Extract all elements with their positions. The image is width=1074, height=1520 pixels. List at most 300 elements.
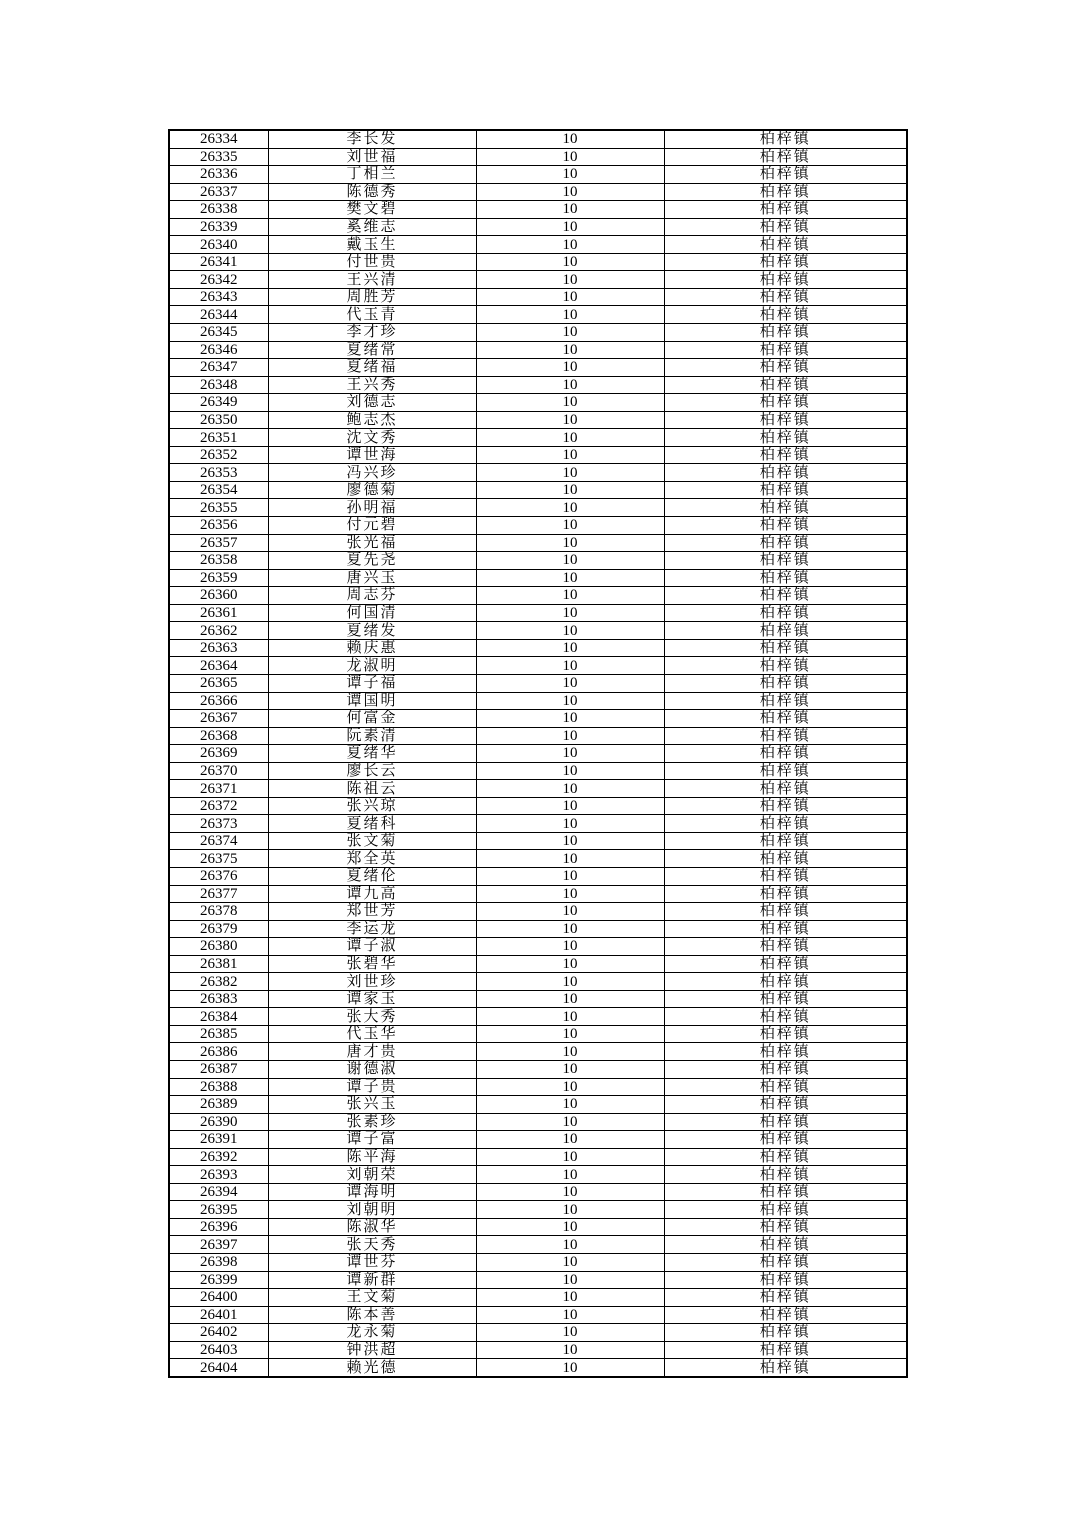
table-row: [169, 674, 907, 692]
name-cell: 夏绪伦: [268, 867, 476, 885]
table-row: [169, 271, 907, 289]
table-row: [169, 1289, 907, 1307]
town-cell: 柏梓镇: [664, 1043, 907, 1061]
town-cell: 柏梓镇: [664, 341, 907, 359]
town-cell: 柏梓镇: [664, 1359, 907, 1377]
name-cell: 代玉华: [268, 1025, 476, 1043]
town-cell: 柏梓镇: [664, 183, 907, 201]
town-cell: 柏梓镇: [664, 727, 907, 745]
id-cell: 26397: [169, 1236, 268, 1254]
name-cell: 廖长云: [268, 762, 476, 780]
table-row: [169, 1043, 907, 1061]
table-row: [169, 1359, 907, 1377]
name-cell: 刘朝荣: [268, 1166, 476, 1184]
name-cell: 张兴琼: [268, 797, 476, 815]
id-cell: 26334: [169, 130, 268, 148]
id-cell: 26389: [169, 1096, 268, 1114]
table-row: [169, 236, 907, 254]
town-cell: 柏梓镇: [664, 306, 907, 324]
id-cell: 26404: [169, 1359, 268, 1377]
id-cell: 26401: [169, 1306, 268, 1324]
town-cell: 柏梓镇: [664, 973, 907, 991]
amount-cell: 10: [476, 306, 664, 324]
name-cell: 付元碧: [268, 517, 476, 535]
town-cell: 柏梓镇: [664, 1060, 907, 1078]
name-cell: 谭子福: [268, 674, 476, 692]
table-row: [169, 1131, 907, 1149]
name-cell: 刘世珍: [268, 973, 476, 991]
amount-cell: 10: [476, 780, 664, 798]
name-cell: 李才珍: [268, 324, 476, 342]
id-cell: 26399: [169, 1271, 268, 1289]
table-row: [169, 990, 907, 1008]
table-row: [169, 815, 907, 833]
town-cell: 柏梓镇: [664, 253, 907, 271]
town-cell: 柏梓镇: [664, 850, 907, 868]
amount-cell: 10: [476, 639, 664, 657]
name-cell: 周志芬: [268, 587, 476, 605]
town-cell: 柏梓镇: [664, 552, 907, 570]
id-cell: 26347: [169, 359, 268, 377]
id-cell: 26350: [169, 411, 268, 429]
town-cell: 柏梓镇: [664, 1008, 907, 1026]
name-cell: 张天秀: [268, 1236, 476, 1254]
table-row: [169, 832, 907, 850]
town-cell: 柏梓镇: [664, 130, 907, 148]
id-cell: 26388: [169, 1078, 268, 1096]
id-cell: 26345: [169, 324, 268, 342]
town-cell: 柏梓镇: [664, 1166, 907, 1184]
table-row: [169, 1271, 907, 1289]
town-cell: 柏梓镇: [664, 622, 907, 640]
id-cell: 26336: [169, 166, 268, 184]
id-cell: 26365: [169, 674, 268, 692]
amount-cell: 10: [476, 1043, 664, 1061]
id-cell: 26361: [169, 604, 268, 622]
amount-cell: 10: [476, 324, 664, 342]
table-row: [169, 1096, 907, 1114]
amount-cell: 10: [476, 604, 664, 622]
id-cell: 26366: [169, 692, 268, 710]
name-cell: 谭世海: [268, 446, 476, 464]
town-cell: 柏梓镇: [664, 903, 907, 921]
table-row: [169, 130, 907, 148]
amount-cell: 10: [476, 481, 664, 499]
town-cell: 柏梓镇: [664, 446, 907, 464]
name-cell: 谭世芬: [268, 1254, 476, 1272]
amount-cell: 10: [476, 1289, 664, 1307]
amount-cell: 10: [476, 1096, 664, 1114]
amount-cell: 10: [476, 1131, 664, 1149]
name-cell: 陈本善: [268, 1306, 476, 1324]
id-cell: 26385: [169, 1025, 268, 1043]
amount-cell: 10: [476, 1324, 664, 1342]
amount-cell: 10: [476, 727, 664, 745]
name-cell: 谭子贵: [268, 1078, 476, 1096]
name-cell: 戴玉生: [268, 236, 476, 254]
id-cell: 26393: [169, 1166, 268, 1184]
town-cell: 柏梓镇: [664, 639, 907, 657]
name-cell: 阮素清: [268, 727, 476, 745]
amount-cell: 10: [476, 271, 664, 289]
id-cell: 26346: [169, 341, 268, 359]
name-cell: 何富金: [268, 710, 476, 728]
table-row: [169, 903, 907, 921]
id-cell: 26335: [169, 148, 268, 166]
name-cell: 张素珍: [268, 1113, 476, 1131]
table-row: [169, 955, 907, 973]
id-cell: 26402: [169, 1324, 268, 1342]
amount-cell: 10: [476, 622, 664, 640]
name-cell: 刘朝明: [268, 1201, 476, 1219]
name-cell: 赖光德: [268, 1359, 476, 1377]
town-cell: 柏梓镇: [664, 938, 907, 956]
name-cell: 谭子淑: [268, 938, 476, 956]
name-cell: 鲍志杰: [268, 411, 476, 429]
id-cell: 26380: [169, 938, 268, 956]
amount-cell: 10: [476, 1078, 664, 1096]
id-cell: 26353: [169, 464, 268, 482]
amount-cell: 10: [476, 1008, 664, 1026]
name-cell: 王兴清: [268, 271, 476, 289]
name-cell: 郑世芳: [268, 903, 476, 921]
name-cell: 付世贵: [268, 253, 476, 271]
table-row: [169, 1324, 907, 1342]
table-row: [169, 1306, 907, 1324]
town-cell: 柏梓镇: [664, 1218, 907, 1236]
id-cell: 26358: [169, 552, 268, 570]
amount-cell: 10: [476, 1060, 664, 1078]
id-cell: 26363: [169, 639, 268, 657]
town-cell: 柏梓镇: [664, 885, 907, 903]
town-cell: 柏梓镇: [664, 236, 907, 254]
amount-cell: 10: [476, 710, 664, 728]
name-cell: 王兴秀: [268, 376, 476, 394]
id-cell: 26376: [169, 867, 268, 885]
name-cell: 夏绪华: [268, 745, 476, 763]
table-row: [169, 1218, 907, 1236]
table-row: [169, 885, 907, 903]
name-cell: 夏绪常: [268, 341, 476, 359]
town-cell: 柏梓镇: [664, 1131, 907, 1149]
name-cell: 谭家玉: [268, 990, 476, 1008]
table-row: [169, 727, 907, 745]
amount-cell: 10: [476, 394, 664, 412]
town-cell: 柏梓镇: [664, 1096, 907, 1114]
table-row: [169, 341, 907, 359]
amount-cell: 10: [476, 534, 664, 552]
amount-cell: 10: [476, 1183, 664, 1201]
town-cell: 柏梓镇: [664, 920, 907, 938]
id-cell: 26383: [169, 990, 268, 1008]
town-cell: 柏梓镇: [664, 657, 907, 675]
amount-cell: 10: [476, 885, 664, 903]
town-cell: 柏梓镇: [664, 1148, 907, 1166]
id-cell: 26368: [169, 727, 268, 745]
amount-cell: 10: [476, 464, 664, 482]
amount-cell: 10: [476, 218, 664, 236]
amount-cell: 10: [476, 552, 664, 570]
id-cell: 26392: [169, 1148, 268, 1166]
amount-cell: 10: [476, 341, 664, 359]
table-row: [169, 394, 907, 412]
table-row: [169, 867, 907, 885]
amount-cell: 10: [476, 692, 664, 710]
name-cell: 沈文秀: [268, 429, 476, 447]
table-row: [169, 797, 907, 815]
amount-cell: 10: [476, 850, 664, 868]
town-cell: 柏梓镇: [664, 324, 907, 342]
id-cell: 26351: [169, 429, 268, 447]
name-cell: 夏先尧: [268, 552, 476, 570]
name-cell: 刘德志: [268, 394, 476, 412]
name-cell: 张文菊: [268, 832, 476, 850]
table-row: [169, 218, 907, 236]
name-cell: 龙永菊: [268, 1324, 476, 1342]
amount-cell: 10: [476, 1306, 664, 1324]
name-cell: 谭海明: [268, 1183, 476, 1201]
amount-cell: 10: [476, 815, 664, 833]
id-cell: 26342: [169, 271, 268, 289]
table-row: [169, 481, 907, 499]
amount-cell: 10: [476, 429, 664, 447]
town-cell: 柏梓镇: [664, 288, 907, 306]
name-cell: 陈祖云: [268, 780, 476, 798]
name-cell: 郑全英: [268, 850, 476, 868]
name-cell: 谢德淑: [268, 1060, 476, 1078]
id-cell: 26371: [169, 780, 268, 798]
id-cell: 26357: [169, 534, 268, 552]
name-cell: 奚维志: [268, 218, 476, 236]
town-cell: 柏梓镇: [664, 1254, 907, 1272]
amount-cell: 10: [476, 973, 664, 991]
id-cell: 26374: [169, 832, 268, 850]
table-row: [169, 639, 907, 657]
amount-cell: 10: [476, 920, 664, 938]
amount-cell: 10: [476, 1341, 664, 1359]
town-cell: 柏梓镇: [664, 745, 907, 763]
id-cell: 26387: [169, 1060, 268, 1078]
name-cell: 李长发: [268, 130, 476, 148]
amount-cell: 10: [476, 236, 664, 254]
table-row: [169, 253, 907, 271]
table-row: [169, 464, 907, 482]
name-cell: 何国清: [268, 604, 476, 622]
amount-cell: 10: [476, 517, 664, 535]
town-cell: 柏梓镇: [664, 587, 907, 605]
amount-cell: 10: [476, 201, 664, 219]
id-cell: 26394: [169, 1183, 268, 1201]
amount-cell: 10: [476, 762, 664, 780]
name-cell: 赖庆惠: [268, 639, 476, 657]
id-cell: 26375: [169, 850, 268, 868]
table-row: [169, 850, 907, 868]
name-cell: 钟洪超: [268, 1341, 476, 1359]
id-cell: 26356: [169, 517, 268, 535]
id-cell: 26396: [169, 1218, 268, 1236]
town-cell: 柏梓镇: [664, 148, 907, 166]
id-cell: 26369: [169, 745, 268, 763]
id-cell: 26338: [169, 201, 268, 219]
table-row: [169, 1060, 907, 1078]
town-cell: 柏梓镇: [664, 1341, 907, 1359]
name-cell: 代玉青: [268, 306, 476, 324]
amount-cell: 10: [476, 499, 664, 517]
town-cell: 柏梓镇: [664, 359, 907, 377]
name-cell: 樊文碧: [268, 201, 476, 219]
id-cell: 26395: [169, 1201, 268, 1219]
amount-cell: 10: [476, 1218, 664, 1236]
town-cell: 柏梓镇: [664, 692, 907, 710]
name-cell: 张光福: [268, 534, 476, 552]
amount-cell: 10: [476, 253, 664, 271]
name-cell: 夏绪科: [268, 815, 476, 833]
id-cell: 26384: [169, 1008, 268, 1026]
town-cell: 柏梓镇: [664, 376, 907, 394]
amount-cell: 10: [476, 903, 664, 921]
town-cell: 柏梓镇: [664, 780, 907, 798]
table-row: [169, 306, 907, 324]
town-cell: 柏梓镇: [664, 797, 907, 815]
amount-cell: 10: [476, 587, 664, 605]
table-row: [169, 552, 907, 570]
table-row: [169, 1148, 907, 1166]
id-cell: 26381: [169, 955, 268, 973]
id-cell: 26359: [169, 569, 268, 587]
town-cell: 柏梓镇: [664, 674, 907, 692]
id-cell: 26352: [169, 446, 268, 464]
town-cell: 柏梓镇: [664, 218, 907, 236]
name-cell: 李运龙: [268, 920, 476, 938]
table-row: [169, 288, 907, 306]
id-cell: 26362: [169, 622, 268, 640]
amount-cell: 10: [476, 1271, 664, 1289]
town-cell: 柏梓镇: [664, 534, 907, 552]
name-cell: 孙明福: [268, 499, 476, 517]
amount-cell: 10: [476, 1166, 664, 1184]
table-row: [169, 534, 907, 552]
town-cell: 柏梓镇: [664, 271, 907, 289]
table-row: [169, 1236, 907, 1254]
table-row: [169, 1166, 907, 1184]
table-row: [169, 692, 907, 710]
id-cell: 26372: [169, 797, 268, 815]
amount-cell: 10: [476, 938, 664, 956]
amount-cell: 10: [476, 797, 664, 815]
town-cell: 柏梓镇: [664, 201, 907, 219]
town-cell: 柏梓镇: [664, 710, 907, 728]
amount-cell: 10: [476, 148, 664, 166]
table-row: [169, 1113, 907, 1131]
id-cell: 26390: [169, 1113, 268, 1131]
amount-cell: 10: [476, 1025, 664, 1043]
name-cell: 唐才贵: [268, 1043, 476, 1061]
name-cell: 廖德菊: [268, 481, 476, 499]
table-row: [169, 376, 907, 394]
name-cell: 谭子富: [268, 1131, 476, 1149]
table-row: [169, 324, 907, 342]
id-cell: 26377: [169, 885, 268, 903]
table-row: [169, 183, 907, 201]
table-row: [169, 166, 907, 184]
id-cell: 26378: [169, 903, 268, 921]
amount-cell: 10: [476, 867, 664, 885]
name-cell: 陈淑华: [268, 1218, 476, 1236]
name-cell: 唐兴玉: [268, 569, 476, 587]
table-row: [169, 499, 907, 517]
name-cell: 夏绪发: [268, 622, 476, 640]
id-cell: 26339: [169, 218, 268, 236]
table-row: [169, 446, 907, 464]
amount-cell: 10: [476, 1201, 664, 1219]
amount-cell: 10: [476, 1359, 664, 1377]
id-cell: 26373: [169, 815, 268, 833]
town-cell: 柏梓镇: [664, 517, 907, 535]
name-cell: 王文菊: [268, 1289, 476, 1307]
id-cell: 26340: [169, 236, 268, 254]
id-cell: 26367: [169, 710, 268, 728]
id-cell: 26391: [169, 1131, 268, 1149]
town-cell: 柏梓镇: [664, 1078, 907, 1096]
town-cell: 柏梓镇: [664, 990, 907, 1008]
table-row: [169, 604, 907, 622]
town-cell: 柏梓镇: [664, 867, 907, 885]
town-cell: 柏梓镇: [664, 1113, 907, 1131]
name-cell: 谭九高: [268, 885, 476, 903]
id-cell: 26382: [169, 973, 268, 991]
table-body: [169, 130, 907, 1377]
amount-cell: 10: [476, 990, 664, 1008]
name-cell: 冯兴珍: [268, 464, 476, 482]
table-row: [169, 201, 907, 219]
town-cell: 柏梓镇: [664, 499, 907, 517]
amount-cell: 10: [476, 674, 664, 692]
amount-cell: 10: [476, 288, 664, 306]
town-cell: 柏梓镇: [664, 1201, 907, 1219]
amount-cell: 10: [476, 446, 664, 464]
name-cell: 张兴玉: [268, 1096, 476, 1114]
data-table: [168, 129, 908, 1378]
name-cell: 谭国明: [268, 692, 476, 710]
id-cell: 26379: [169, 920, 268, 938]
town-cell: 柏梓镇: [664, 1183, 907, 1201]
amount-cell: 10: [476, 183, 664, 201]
table-row: [169, 762, 907, 780]
name-cell: 刘世福: [268, 148, 476, 166]
amount-cell: 10: [476, 411, 664, 429]
amount-cell: 10: [476, 1113, 664, 1131]
name-cell: 谭新群: [268, 1271, 476, 1289]
town-cell: 柏梓镇: [664, 955, 907, 973]
id-cell: 26341: [169, 253, 268, 271]
id-cell: 26349: [169, 394, 268, 412]
town-cell: 柏梓镇: [664, 1289, 907, 1307]
id-cell: 26344: [169, 306, 268, 324]
id-cell: 26337: [169, 183, 268, 201]
amount-cell: 10: [476, 359, 664, 377]
name-cell: 夏绪福: [268, 359, 476, 377]
id-cell: 26386: [169, 1043, 268, 1061]
id-cell: 26343: [169, 288, 268, 306]
table-row: [169, 587, 907, 605]
town-cell: 柏梓镇: [664, 604, 907, 622]
town-cell: 柏梓镇: [664, 1236, 907, 1254]
table-row: [169, 973, 907, 991]
table-row: [169, 920, 907, 938]
town-cell: 柏梓镇: [664, 464, 907, 482]
name-cell: 龙淑明: [268, 657, 476, 675]
table-row: [169, 1183, 907, 1201]
